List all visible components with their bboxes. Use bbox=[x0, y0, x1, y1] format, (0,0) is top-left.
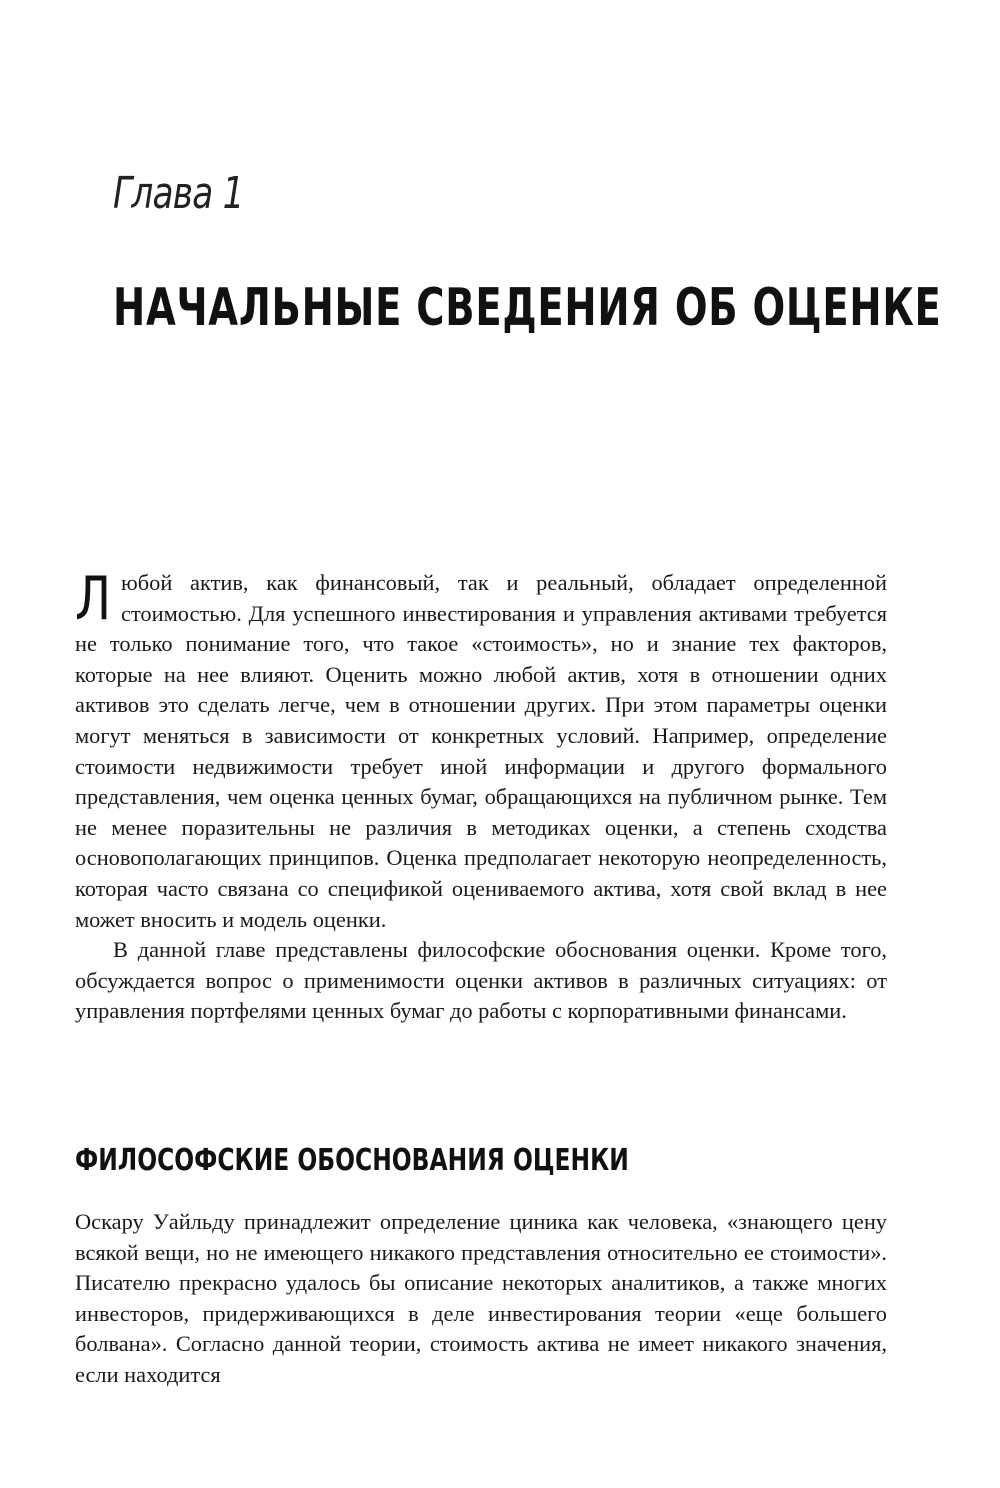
chapter-label: Глава 1 bbox=[113, 168, 244, 219]
chapter-title: НАЧАЛЬНЫЕ СВЕДЕНИЯ ОБ ОЦЕНКЕ bbox=[113, 278, 942, 338]
intro-paragraph-1-text: юбой актив, как финансовый, так и реальный, обладает определенной стоимостью. Для успешного инвестирования и управления активами требуется не только понимание того, что такое «стоимость», но и знание тех факторов, которые на нее влияют. Оценить можно любой актив, хотя в отношении одних активов это сделать легче, чем в отношении других. При этом параметры оценки могут меняться в зависимости от конкретных условий. Например, определение стоимости недвижимости требует иной информации и другого формального представления, чем оценка ценных бумаг, обращающихся на публичном рынке. Тем не менее поразительны не различия в методиках оценки, а степень сходства основополагающих принципов. Оценка предполагает некоторую неопределенность, которая часто связана со спецификой оцениваемого актива, хотя свой вклад в нее может вносить и модель оценки. bbox=[75, 570, 887, 932]
section-text bbox=[75, 1207, 887, 1391]
section-paragraph-1: Оскару Уайльду принадлежит определение циника как человека, «знающего цену всякой вещи, но не имеющего никакого представления относительно ее стоимости». Писателю прекрасно удалось бы описание некоторых аналитиков, а также многих инвесторов, придерживающихся в деле инвестирования теории «еще большего болвана». Согласно данной теории, стоимость актива не имеет никакого значения, если находится bbox=[75, 1209, 887, 1387]
drop-cap: Л bbox=[75, 564, 112, 634]
intro-paragraph-2: В данной главе представлены философские обоснования оценки. Кроме того, обсуждается вопрос о применимости оценки активов в различных ситуациях: от управления портфелями ценных бумаг до работы с корпоративными финансами. bbox=[75, 937, 887, 1024]
section-heading: ФИЛОСОФСКИЕ ОБОСНОВАНИЯ ОЦЕНКИ bbox=[75, 1143, 629, 1178]
intro-text bbox=[75, 564, 887, 1027]
intro-paragraph-1 bbox=[75, 564, 887, 935]
